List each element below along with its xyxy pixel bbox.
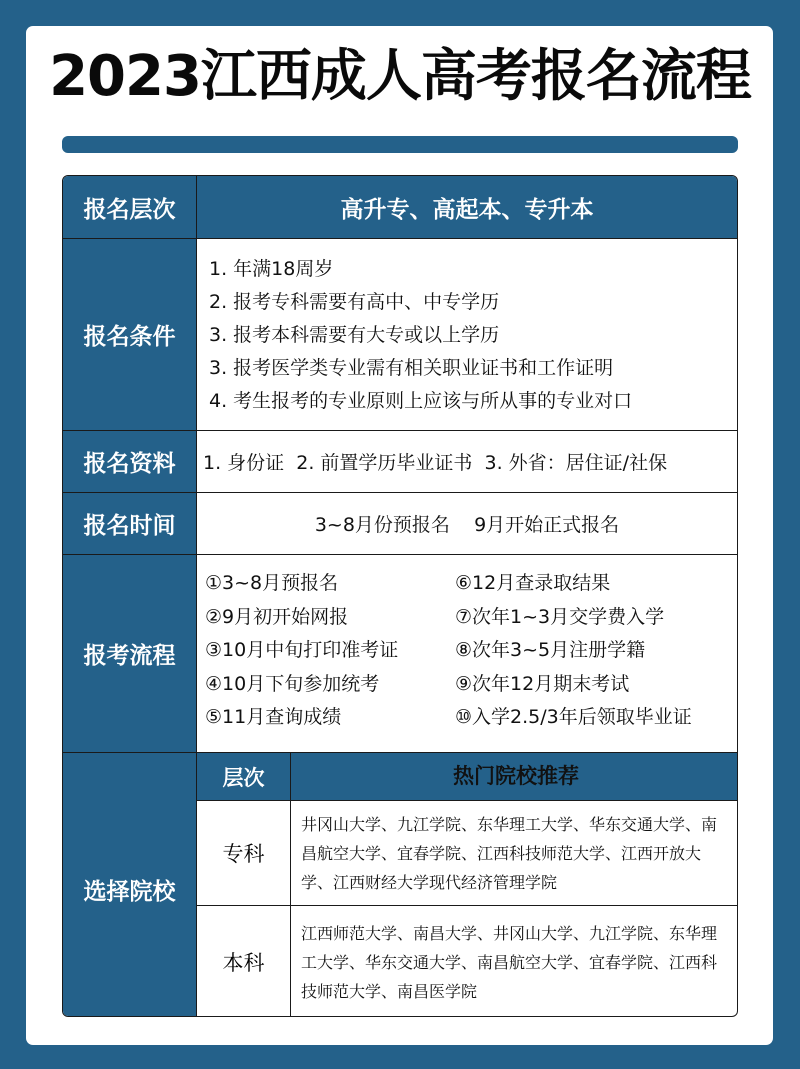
title-divider-bar	[62, 136, 738, 153]
subheader-level: 层次	[197, 753, 291, 800]
condition-item: 3. 报考医学类专业需有相关职业证书和工作证明	[209, 357, 614, 379]
row-time	[63, 493, 737, 555]
schools-row-benke	[197, 906, 737, 1017]
value-levels: 高升专、高起本、专升本	[197, 176, 737, 238]
condition-item: 1. 年满18周岁	[209, 258, 334, 280]
process-column-right	[455, 567, 692, 752]
subheader-recommend: 热门院校推荐	[453, 764, 579, 788]
label-levels: 报名层次	[63, 176, 197, 238]
label-materials: 报名资料	[63, 431, 197, 492]
school-list: 井冈山大学、九江学院、东华理工大学、华东交通大学、南昌航空大学、宜春学院、江西科技师范大学、江西开放大学、江西财经大学现代经济管理学院	[301, 814, 718, 892]
schools-row-zhuanke	[197, 801, 737, 906]
school-level: 专科	[197, 801, 291, 905]
school-list: 江西师范大学、南昌大学、井冈山大学、九江学院、东华理工大学、华东交通大学、南昌航空大学、宜春学院、江西科技师范大学、南昌医学院	[301, 923, 718, 1001]
label-conditions: 报名条件	[63, 239, 197, 430]
row-process	[63, 555, 737, 753]
school-level: 本科	[197, 906, 291, 1017]
label-process: 报考流程	[63, 555, 197, 752]
row-schools	[63, 753, 737, 1017]
process-step: ⑧次年3~5月注册学籍	[455, 639, 646, 661]
process-step: ⑩入学2.5/3年后领取毕业证	[455, 706, 692, 728]
process-column-left	[205, 567, 455, 752]
value-time: 3~8月份预报名 9月开始正式报名	[314, 514, 620, 536]
label-time: 报名时间	[63, 493, 197, 554]
process-step: ②9月初开始网报	[205, 605, 349, 628]
row-conditions	[63, 239, 737, 431]
condition-item: 2. 报考专科需要有高中、中专学历	[209, 291, 500, 313]
process-step: ④10月下旬参加统考	[205, 672, 380, 695]
row-materials	[63, 431, 737, 493]
info-table	[62, 175, 738, 1017]
label-schools: 选择院校	[63, 753, 197, 1017]
process-step: ⑥12月查录取结果	[455, 572, 611, 594]
process-step: ③10月中旬打印准考证	[205, 639, 399, 661]
conditions-list	[197, 239, 737, 430]
row-levels	[63, 176, 737, 239]
process-steps	[197, 555, 737, 752]
value-materials: 1. 身份证 2. 前置学历毕业证书 3. 外省：居住证/社保	[203, 452, 668, 474]
process-step: ⑦次年1~3月交学费入学	[455, 605, 665, 628]
condition-item: 3. 报考本科需要有大专或以上学历	[209, 324, 500, 346]
schools-subheader	[197, 753, 737, 801]
process-step: ⑨次年12月期末考试	[455, 672, 630, 695]
page-title: 2023江西成人高考报名流程	[49, 44, 751, 109]
process-step: ①3~8月预报名	[205, 572, 339, 594]
process-step: ⑤11月查询成绩	[205, 706, 342, 728]
condition-item: 4. 考生报考的专业原则上应该与所从事的专业对口	[209, 390, 633, 412]
